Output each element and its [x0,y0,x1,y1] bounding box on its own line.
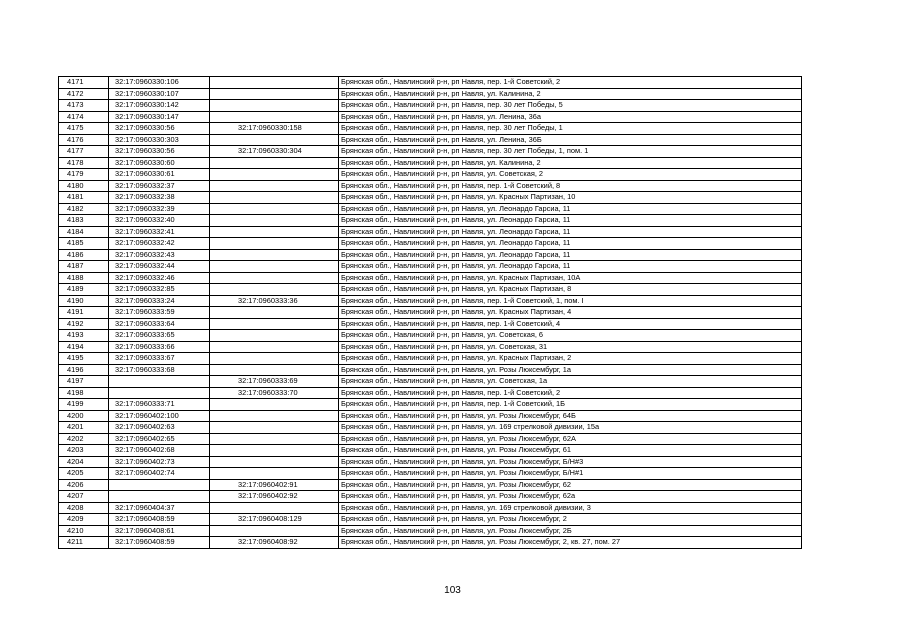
cadastral-number-cell: 32:17:0960402:63 [109,422,210,434]
table-row [59,537,802,549]
object-cadastral-number-cell [210,353,339,365]
table-row [59,341,802,353]
cadastral-number-cell: 32:17:0960330:56 [109,146,210,158]
address-cell: Брянская обл., Навлинский р-н, рп Навля, ул. Советская, 1а [339,376,802,388]
row-number-cell: 4211 [59,537,109,549]
row-number-cell: 4192 [59,318,109,330]
table-row [59,180,802,192]
object-cadastral-number-cell [210,100,339,112]
address-cell: Брянская обл., Навлинский р-н, рп Навля, пер. 1-й Советский, 1, пом. I [339,295,802,307]
address-cell: Брянская обл., Навлинский р-н, рп Навля, пер. 1-й Советский, 2 [339,77,802,89]
address-cell: Брянская обл., Навлинский р-н, рп Навля, ул. Калинина, 2 [339,157,802,169]
table-row [59,192,802,204]
row-number-cell: 4201 [59,422,109,434]
row-number-cell: 4190 [59,295,109,307]
address-cell: Брянская обл., Навлинский р-н, рп Навля, ул. Леонардо Гарсиа, 11 [339,226,802,238]
row-number-cell: 4176 [59,134,109,146]
object-cadastral-number-cell [210,111,339,123]
address-cell: Брянская обл., Навлинский р-н, рп Навля, пер. 30 лет Победы, 1 [339,123,802,135]
cadastral-number-cell [109,491,210,503]
row-number-cell: 4182 [59,203,109,215]
row-number-cell: 4198 [59,387,109,399]
object-cadastral-number-cell [210,468,339,480]
row-number-cell: 4208 [59,502,109,514]
address-cell: Брянская обл., Навлинский р-н, рп Навля, ул. Леонардо Гарсиа, 11 [339,203,802,215]
row-number-cell: 4196 [59,364,109,376]
row-number-cell: 4173 [59,100,109,112]
cadastral-number-cell: 32:17:0960333:24 [109,295,210,307]
address-cell: Брянская обл., Навлинский р-н, рп Навля, ул. Леонардо Гарсиа, 11 [339,238,802,250]
object-cadastral-number-cell [210,192,339,204]
cadastral-number-cell: 32:17:0960330:60 [109,157,210,169]
row-number-cell: 4172 [59,88,109,100]
row-number-cell: 4197 [59,376,109,388]
table-row [59,468,802,480]
address-cell: Брянская обл., Навлинский р-н, рп Навля, пер. 1-й Советский, 1Б [339,399,802,411]
object-cadastral-number-cell [210,284,339,296]
table-row [59,215,802,227]
row-number-cell: 4178 [59,157,109,169]
table-row [59,456,802,468]
table-row [59,203,802,215]
row-number-cell: 4193 [59,330,109,342]
table-row [59,307,802,319]
cadastral-number-cell: 32:17:0960332:46 [109,272,210,284]
table-row [59,410,802,422]
table-row [59,445,802,457]
table-row [59,318,802,330]
cadastral-number-cell [109,479,210,491]
cadastral-number-cell: 32:17:0960330:106 [109,77,210,89]
address-cell: Брянская обл., Навлинский р-н, рп Навля, ул. 169 стрелковой дивизии, 3 [339,502,802,514]
row-number-cell: 4179 [59,169,109,181]
row-number-cell: 4180 [59,180,109,192]
row-number-cell: 4175 [59,123,109,135]
object-cadastral-number-cell: 32:17:0960330:158 [210,123,339,135]
cadastral-number-cell: 32:17:0960332:43 [109,249,210,261]
table-row [59,226,802,238]
table-row [59,284,802,296]
row-number-cell: 4174 [59,111,109,123]
address-cell: Брянская обл., Навлинский р-н, рп Навля, ул. Розы Люксембург, 2Б [339,525,802,537]
object-cadastral-number-cell [210,364,339,376]
object-cadastral-number-cell [210,169,339,181]
table-row [59,77,802,89]
object-cadastral-number-cell [210,77,339,89]
object-cadastral-number-cell [210,502,339,514]
cadastral-number-cell: 32:17:0960333:71 [109,399,210,411]
object-cadastral-number-cell [210,330,339,342]
object-cadastral-number-cell [210,134,339,146]
cadastral-number-cell [109,376,210,388]
table-row [59,514,802,526]
row-number-cell: 4191 [59,307,109,319]
object-cadastral-number-cell [210,456,339,468]
row-number-cell: 4183 [59,215,109,227]
object-cadastral-number-cell [210,422,339,434]
cadastral-number-cell: 32:17:0960333:68 [109,364,210,376]
cadastral-number-cell: 32:17:0960332:85 [109,284,210,296]
table-row [59,364,802,376]
row-number-cell: 4195 [59,353,109,365]
address-cell: Брянская обл., Навлинский р-н, рп Навля, ул. Красных Партизан, 2 [339,353,802,365]
cadastral-number-cell: 32:17:0960332:42 [109,238,210,250]
row-number-cell: 4207 [59,491,109,503]
row-number-cell: 4194 [59,341,109,353]
object-cadastral-number-cell [210,410,339,422]
address-cell: Брянская обл., Навлинский р-н, рп Навля, пер. 30 лет Победы, 5 [339,100,802,112]
table-row [59,387,802,399]
address-cell: Брянская обл., Навлинский р-н, рп Навля, ул. Красных Партизан, 4 [339,307,802,319]
table-row [59,353,802,365]
cadastral-number-cell: 32:17:0960333:67 [109,353,210,365]
object-cadastral-number-cell [210,307,339,319]
cadastral-number-cell: 32:17:0960402:65 [109,433,210,445]
row-number-cell: 4181 [59,192,109,204]
address-cell: Брянская обл., Навлинский р-н, рп Навля, ул. Красных Партизан, 10 [339,192,802,204]
cadastral-number-cell: 32:17:0960333:64 [109,318,210,330]
table-row [59,479,802,491]
row-number-cell: 4202 [59,433,109,445]
cadastral-number-cell: 32:17:0960333:59 [109,307,210,319]
table-row [59,238,802,250]
table-row [59,157,802,169]
table-row [59,376,802,388]
address-cell: Брянская обл., Навлинский р-н, рп Навля, ул. Советская, 6 [339,330,802,342]
table-row [59,491,802,503]
row-number-cell: 4203 [59,445,109,457]
object-cadastral-number-cell [210,318,339,330]
object-cadastral-number-cell: 32:17:0960408:92 [210,537,339,549]
address-cell: Брянская обл., Навлинский р-н, рп Навля, ул. Советская, 2 [339,169,802,181]
table-row [59,422,802,434]
row-number-cell: 4177 [59,146,109,158]
cadastral-number-cell: 32:17:0960402:68 [109,445,210,457]
object-cadastral-number-cell: 32:17:0960408:129 [210,514,339,526]
row-number-cell: 4184 [59,226,109,238]
object-cadastral-number-cell: 32:17:0960333:69 [210,376,339,388]
row-number-cell: 4204 [59,456,109,468]
table-row [59,433,802,445]
object-cadastral-number-cell [210,525,339,537]
cadastral-number-cell: 32:17:0960402:73 [109,456,210,468]
cadastral-number-cell: 32:17:0960333:66 [109,341,210,353]
object-cadastral-number-cell [210,249,339,261]
address-cell: Брянская обл., Навлинский р-н, рп Навля, ул. Розы Люксембург, 2, кв. 27, пом. 27 [339,537,802,549]
object-cadastral-number-cell [210,261,339,273]
address-cell: Брянская обл., Навлинский р-н, рп Навля, ул. Леонардо Гарсиа, 11 [339,261,802,273]
table-row [59,502,802,514]
address-cell: Брянская обл., Навлинский р-н, рп Навля, ул. Розы Люксембург, 2 [339,514,802,526]
cadastral-number-cell [109,387,210,399]
cadastral-number-cell: 32:17:0960332:44 [109,261,210,273]
cadastral-number-cell: 32:17:0960330:56 [109,123,210,135]
object-cadastral-number-cell [210,215,339,227]
object-cadastral-number-cell [210,399,339,411]
cadastral-number-cell: 32:17:0960330:142 [109,100,210,112]
address-cell: Брянская обл., Навлинский р-н, рп Навля, ул. Калинина, 2 [339,88,802,100]
address-cell: Брянская обл., Навлинский р-н, рп Навля, пер. 1-й Советский, 2 [339,387,802,399]
row-number-cell: 4185 [59,238,109,250]
row-number-cell: 4189 [59,284,109,296]
address-cell: Брянская обл., Навлинский р-н, рп Навля, ул. Ленина, 36Б [339,134,802,146]
cadastral-number-cell: 32:17:0960330:147 [109,111,210,123]
cadastral-number-cell: 32:17:0960408:59 [109,514,210,526]
row-number-cell: 4200 [59,410,109,422]
address-cell: Брянская обл., Навлинский р-н, рп Навля, ул. Розы Люксембург, 1а [339,364,802,376]
object-cadastral-number-cell: 32:17:0960333:70 [210,387,339,399]
object-cadastral-number-cell [210,157,339,169]
row-number-cell: 4199 [59,399,109,411]
address-cell: Брянская обл., Навлинский р-н, рп Навля, ул. Розы Люксембург, Б/Н#1 [339,468,802,480]
address-cell: Брянская обл., Навлинский р-н, рп Навля, ул. Леонардо Гарсиа, 11 [339,249,802,261]
table-row [59,146,802,158]
object-cadastral-number-cell [210,238,339,250]
cadastral-number-cell: 32:17:0960330:107 [109,88,210,100]
object-cadastral-number-cell [210,180,339,192]
object-cadastral-number-cell: 32:17:0960330:304 [210,146,339,158]
row-number-cell: 4187 [59,261,109,273]
address-cell: Брянская обл., Навлинский р-н, рп Навля, ул. Розы Люксембург, 62А [339,433,802,445]
row-number-cell: 4205 [59,468,109,480]
cadastral-number-cell: 32:17:0960332:40 [109,215,210,227]
table-row [59,330,802,342]
page-number: 103 [444,585,461,596]
object-cadastral-number-cell [210,203,339,215]
object-cadastral-number-cell [210,226,339,238]
address-cell: Брянская обл., Навлинский р-н, рп Навля, пер. 30 лет Победы, 1, пом. 1 [339,146,802,158]
address-cell: Брянская обл., Навлинский р-н, рп Навля, ул. Красных Партизан, 8 [339,284,802,296]
cadastral-table [58,76,802,549]
address-cell: Брянская обл., Навлинский р-н, рп Навля, ул. Советская, 31 [339,341,802,353]
address-cell: Брянская обл., Навлинский р-н, рп Навля, ул. Розы Люксембург, 64Б [339,410,802,422]
table-row [59,88,802,100]
address-cell: Брянская обл., Навлинский р-н, рп Навля, ул. Леонардо Гарсиа, 11 [339,215,802,227]
table-row [59,123,802,135]
table-row [59,261,802,273]
cadastral-number-cell: 32:17:0960408:59 [109,537,210,549]
address-cell: Брянская обл., Навлинский р-н, рп Навля, ул. 169 стрелковой дивизии, 15а [339,422,802,434]
object-cadastral-number-cell [210,272,339,284]
table-row [59,272,802,284]
address-cell: Брянская обл., Навлинский р-н, рп Навля, ул. Красных Партизан, 10А [339,272,802,284]
cadastral-number-cell: 32:17:0960332:38 [109,192,210,204]
cadastral-number-cell: 32:17:0960330:303 [109,134,210,146]
object-cadastral-number-cell [210,433,339,445]
table-row [59,111,802,123]
table-row [59,100,802,112]
cadastral-number-cell: 32:17:0960402:100 [109,410,210,422]
object-cadastral-number-cell: 32:17:0960333:36 [210,295,339,307]
address-cell: Брянская обл., Навлинский р-н, рп Навля, ул. Розы Люксембург, 62 [339,479,802,491]
cadastral-number-cell: 32:17:0960408:61 [109,525,210,537]
address-cell: Брянская обл., Навлинский р-н, рп Навля, ул. Розы Люксембург, Б/Н#3 [339,456,802,468]
address-cell: Брянская обл., Навлинский р-н, рп Навля, ул. Ленина, 36а [339,111,802,123]
address-cell: Брянская обл., Навлинский р-н, рп Навля, пер. 1-й Советский, 4 [339,318,802,330]
cadastral-number-cell: 32:17:0960332:41 [109,226,210,238]
table-row [59,134,802,146]
row-number-cell: 4171 [59,77,109,89]
table-row [59,295,802,307]
cadastral-number-cell: 32:17:0960332:37 [109,180,210,192]
cadastral-number-cell: 32:17:0960402:74 [109,468,210,480]
table-row [59,399,802,411]
cadastral-number-cell: 32:17:0960333:65 [109,330,210,342]
cadastral-number-cell: 32:17:0960332:39 [109,203,210,215]
address-cell: Брянская обл., Навлинский р-н, рп Навля, ул. Розы Люксембург, 62а [339,491,802,503]
row-number-cell: 4186 [59,249,109,261]
object-cadastral-number-cell [210,341,339,353]
object-cadastral-number-cell: 32:17:0960402:92 [210,491,339,503]
table-row [59,525,802,537]
object-cadastral-number-cell [210,445,339,457]
table-row [59,169,802,181]
row-number-cell: 4188 [59,272,109,284]
table-row [59,249,802,261]
row-number-cell: 4210 [59,525,109,537]
row-number-cell: 4206 [59,479,109,491]
object-cadastral-number-cell [210,88,339,100]
address-cell: Брянская обл., Навлинский р-н, рп Навля, ул. Розы Люксембург, 61 [339,445,802,457]
address-cell: Брянская обл., Навлинский р-н, рп Навля, пер. 1-й Советский, 8 [339,180,802,192]
cadastral-table-body [59,77,802,549]
cadastral-number-cell: 32:17:0960330:61 [109,169,210,181]
cadastral-number-cell: 32:17:0960404:37 [109,502,210,514]
row-number-cell: 4209 [59,514,109,526]
object-cadastral-number-cell: 32:17:0960402:91 [210,479,339,491]
